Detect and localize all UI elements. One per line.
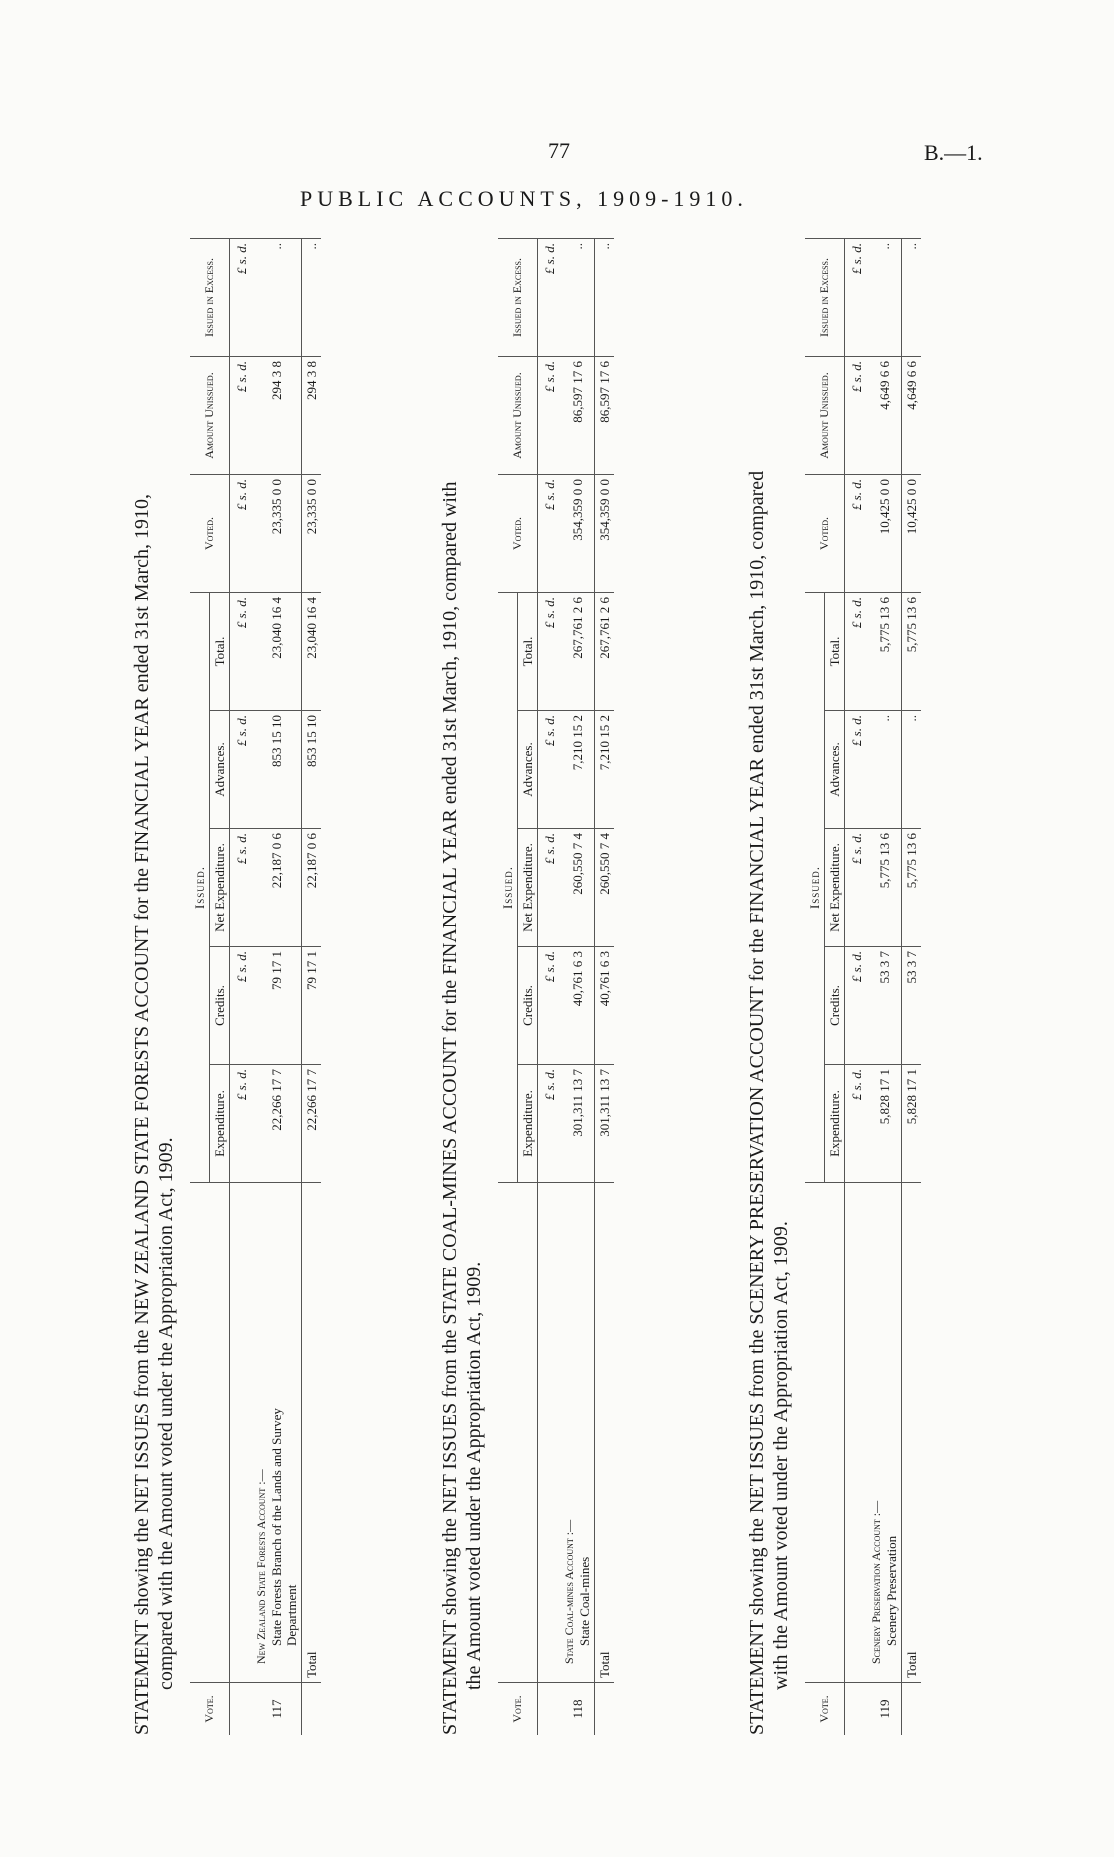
unit-pound: £ — [848, 1093, 864, 1101]
units-label — [845, 1065, 868, 1183]
unit-pence: d. — [541, 479, 557, 489]
total-expenditure: 5,828 17 1 — [902, 1065, 922, 1183]
unit-pence: d. — [233, 715, 249, 725]
header-expenditure: Expenditure. — [825, 1065, 845, 1183]
unit-shilling: s. — [848, 846, 864, 855]
statement-heading — [745, 255, 793, 1735]
cell-advances: 7,210 15 2 — [560, 711, 595, 829]
cell-total: 23,040 16 4 — [252, 593, 302, 711]
header-amount-unissued: Amount Unissued. — [498, 357, 538, 475]
header-vote: Vote. — [498, 1683, 538, 1736]
unit-shilling: s. — [848, 728, 864, 737]
units-label — [538, 593, 561, 711]
statement-heading — [130, 255, 178, 1735]
total-advances: 853 15 10 — [302, 711, 322, 829]
total-issued-in-excess: .. — [595, 239, 615, 357]
account-name: State Coal-mines Account :— — [562, 1519, 576, 1664]
statement-scenery-preservation — [745, 215, 1005, 1735]
total-voted: 354,359 0 0 — [595, 475, 615, 593]
unit-shilling: s. — [233, 256, 249, 265]
units-label — [845, 357, 868, 475]
header-total: Total. — [518, 593, 538, 711]
unit-pound: £ — [233, 621, 249, 629]
header-vote: Vote. — [805, 1683, 845, 1736]
cell-total: 5,775 13 6 — [867, 593, 902, 711]
total-amount-unissued: 4,649 6 6 — [902, 357, 922, 475]
unit-pound: £ — [848, 503, 864, 511]
units-label — [230, 475, 253, 593]
header-expenditure: Expenditure. — [518, 1065, 538, 1183]
table-row — [867, 239, 902, 1736]
total-total: 23,040 16 4 — [302, 593, 322, 711]
unit-shilling: s. — [848, 256, 864, 265]
unit-pence: d. — [848, 715, 864, 725]
cell-voted: 354,359 0 0 — [560, 475, 595, 593]
total-label: Total — [902, 1183, 922, 1683]
unit-pence: d. — [848, 1069, 864, 1079]
total-credits: 40,761 6 3 — [595, 947, 615, 1065]
unit-shilling: s. — [848, 1082, 864, 1091]
unit-pound: £ — [233, 857, 249, 865]
units-label — [538, 357, 561, 475]
header-issued: Issued. — [190, 593, 210, 1183]
item-description — [252, 1183, 302, 1683]
table-row — [252, 239, 302, 1736]
unit-pound: £ — [541, 739, 557, 747]
header-issued-in-excess: Issued in Excess. — [498, 239, 538, 357]
page-number: 77 — [548, 138, 570, 163]
header-issued-in-excess: Issued in Excess. — [190, 239, 230, 357]
header-description — [805, 1183, 845, 1683]
table-row — [560, 239, 595, 1736]
units-label — [230, 829, 253, 947]
header-issued-in-excess: Issued in Excess. — [805, 239, 845, 357]
statement-table — [498, 238, 614, 1735]
cell-issued-in-excess: .. — [252, 239, 302, 357]
units-label — [538, 1065, 561, 1183]
unit-shilling: s. — [541, 964, 557, 973]
unit-pence: d. — [233, 479, 249, 489]
units-label — [845, 711, 868, 829]
header-voted: Voted. — [190, 475, 230, 593]
statement-heading-line1: STATEMENT showing the NET ISSUES from the NEW ZEALAND STATE FORESTS ACCOUNT for the FINANCIAL YEAR ended 31st March, 1910, — [131, 494, 153, 1735]
total-advances: 7,210 15 2 — [595, 711, 615, 829]
cell-expenditure: 5,828 17 1 — [867, 1065, 902, 1183]
units-label — [230, 593, 253, 711]
unit-pence: d. — [848, 597, 864, 607]
statement-table — [805, 238, 921, 1735]
unit-pence: d. — [848, 243, 864, 253]
vote-number: 118 — [560, 1683, 595, 1736]
header-total: Total. — [210, 593, 230, 711]
unit-shilling: s. — [848, 610, 864, 619]
unit-pound: £ — [541, 857, 557, 865]
unit-pound: £ — [541, 1093, 557, 1101]
unit-pound: £ — [541, 267, 557, 275]
cell-issued-in-excess: .. — [867, 239, 902, 357]
total-voted: 10,425 0 0 — [902, 475, 922, 593]
units-label — [845, 475, 868, 593]
unit-pence: d. — [233, 243, 249, 253]
statement-state-forests — [130, 215, 390, 1735]
unit-shilling: s. — [233, 728, 249, 737]
unit-pound: £ — [541, 621, 557, 629]
statement-heading-line1: STATEMENT showing the NET ISSUES from the SCENERY PRESERVATION ACCOUNT for the FINANCIAL YEAR ended 31st March, 1910, compared — [746, 470, 768, 1735]
unit-pound: £ — [233, 503, 249, 511]
total-advances: .. — [902, 711, 922, 829]
total-net-expenditure: 260,550 7 4 — [595, 829, 615, 947]
unit-pence: d. — [233, 1069, 249, 1079]
unit-pence: d. — [541, 951, 557, 961]
unit-shilling: s. — [233, 1082, 249, 1091]
item-description — [560, 1183, 595, 1683]
statement-heading-line2: with the Amount voted under the Appropriation Act, 1909. — [770, 1221, 792, 1690]
total-issued-in-excess: .. — [902, 239, 922, 357]
cell-advances: 853 15 10 — [252, 711, 302, 829]
item-line1: Scenery Preservation — [884, 1535, 899, 1646]
units-label — [230, 947, 253, 1065]
total-amount-unissued: 86,597 17 6 — [595, 357, 615, 475]
total-label: Total — [302, 1183, 322, 1683]
unit-shilling: s. — [848, 374, 864, 383]
unit-pound: £ — [848, 267, 864, 275]
header-amount-unissued: Amount Unissued. — [805, 357, 845, 475]
cell-amount-unissued: 294 3 8 — [252, 357, 302, 475]
cell-amount-unissued: 86,597 17 6 — [560, 357, 595, 475]
cell-net-expenditure: 22,187 0 6 — [252, 829, 302, 947]
account-name: Scenery Preservation Account :— — [869, 1500, 883, 1664]
statement-table — [190, 238, 321, 1735]
header-net-expenditure: Net Expenditure. — [210, 829, 230, 947]
header-credits: Credits. — [210, 947, 230, 1065]
unit-shilling: s. — [541, 610, 557, 619]
units-row — [845, 239, 868, 1736]
unit-pence: d. — [541, 1069, 557, 1079]
header-issued: Issued. — [498, 593, 518, 1183]
header-net-expenditure: Net Expenditure. — [825, 829, 845, 947]
unit-pound: £ — [848, 621, 864, 629]
statement-heading-line1: STATEMENT showing the NET ISSUES from the STATE COAL-MINES ACCOUNT for the FINANCIAL YEAR ended 31st March, 1910, compared with — [439, 481, 461, 1735]
cell-advances: .. — [867, 711, 902, 829]
total-net-expenditure: 22,187 0 6 — [302, 829, 322, 947]
unit-shilling: s. — [541, 1082, 557, 1091]
header-description — [498, 1183, 538, 1683]
unit-pence: d. — [233, 597, 249, 607]
unit-shilling: s. — [848, 964, 864, 973]
unit-pound: £ — [233, 267, 249, 275]
statement-heading — [438, 255, 486, 1735]
unit-pence: d. — [541, 361, 557, 371]
unit-shilling: s. — [848, 492, 864, 501]
total-row — [302, 239, 322, 1736]
unit-pence: d. — [848, 951, 864, 961]
unit-pound: £ — [541, 975, 557, 983]
total-expenditure: 22,266 17 7 — [302, 1065, 322, 1183]
units-row — [230, 239, 253, 1736]
header-advances: Advances. — [210, 711, 230, 829]
units-label — [845, 593, 868, 711]
units-label — [230, 357, 253, 475]
cell-credits: 79 17 1 — [252, 947, 302, 1065]
unit-pence: d. — [848, 479, 864, 489]
total-total: 5,775 13 6 — [902, 593, 922, 711]
unit-pound: £ — [233, 975, 249, 983]
item-description — [867, 1183, 902, 1683]
header-net-expenditure: Net Expenditure. — [518, 829, 538, 947]
unit-pound: £ — [233, 385, 249, 393]
total-expenditure: 301,311 13 7 — [595, 1065, 615, 1183]
header-total: Total. — [825, 593, 845, 711]
cell-expenditure: 301,311 13 7 — [560, 1065, 595, 1183]
header-advances: Advances. — [825, 711, 845, 829]
header-description — [190, 1183, 230, 1683]
total-total: 267,761 2 6 — [595, 593, 615, 711]
unit-shilling: s. — [233, 610, 249, 619]
total-row — [595, 239, 615, 1736]
units-label — [845, 239, 868, 357]
unit-pence: d. — [541, 243, 557, 253]
unit-pound: £ — [848, 975, 864, 983]
cell-net-expenditure: 260,550 7 4 — [560, 829, 595, 947]
cell-credits: 40,761 6 3 — [560, 947, 595, 1065]
units-label — [845, 829, 868, 947]
header-advances: Advances. — [518, 711, 538, 829]
item-line1: State Forests Branch of the Lands and Survey — [269, 1408, 284, 1646]
cell-total: 267,761 2 6 — [560, 593, 595, 711]
unit-shilling: s. — [233, 374, 249, 383]
unit-shilling: s. — [233, 846, 249, 855]
cell-issued-in-excess: .. — [560, 239, 595, 357]
units-label — [538, 947, 561, 1065]
statement-state-coal-mines — [438, 215, 698, 1735]
unit-pence: d. — [233, 833, 249, 843]
statement-heading-line2: compared with the Amount voted under the Appropriation Act, 1909. — [155, 1137, 177, 1690]
cell-expenditure: 22,266 17 7 — [252, 1065, 302, 1183]
unit-pound: £ — [233, 739, 249, 747]
header-credits: Credits. — [825, 947, 845, 1065]
unit-shilling: s. — [233, 964, 249, 973]
unit-pence: d. — [541, 597, 557, 607]
unit-pound: £ — [848, 739, 864, 747]
unit-shilling: s. — [541, 492, 557, 501]
header-voted: Voted. — [498, 475, 538, 593]
cell-voted: 10,425 0 0 — [867, 475, 902, 593]
account-name: New Zealand State Forests Account :— — [254, 1469, 268, 1664]
total-label: Total — [595, 1183, 615, 1683]
header-voted: Voted. — [805, 475, 845, 593]
total-amount-unissued: 294 3 8 — [302, 357, 322, 475]
total-credits: 53 3 7 — [902, 947, 922, 1065]
cell-credits: 53 3 7 — [867, 947, 902, 1065]
vote-number: 119 — [867, 1683, 902, 1736]
units-label — [538, 475, 561, 593]
total-row — [902, 239, 922, 1736]
units-label — [538, 711, 561, 829]
unit-pence: d. — [848, 361, 864, 371]
unit-pound: £ — [541, 503, 557, 511]
item-line2: Department — [284, 1584, 299, 1646]
units-label — [845, 947, 868, 1065]
cell-amount-unissued: 4,649 6 6 — [867, 357, 902, 475]
unit-shilling: s. — [541, 374, 557, 383]
unit-pound: £ — [848, 857, 864, 865]
total-credits: 79 17 1 — [302, 947, 322, 1065]
header-vote: Vote. — [190, 1683, 230, 1736]
units-label — [230, 1065, 253, 1183]
unit-shilling: s. — [541, 728, 557, 737]
item-line1: State Coal-mines — [577, 1556, 592, 1646]
units-row — [538, 239, 561, 1736]
page-title: PUBLIC ACCOUNTS, 1909-1910. — [300, 186, 748, 211]
total-voted: 23,335 0 0 — [302, 475, 322, 593]
header-amount-unissued: Amount Unissued. — [190, 357, 230, 475]
unit-pound: £ — [848, 385, 864, 393]
unit-shilling: s. — [541, 846, 557, 855]
units-label — [538, 829, 561, 947]
cell-net-expenditure: 5,775 13 6 — [867, 829, 902, 947]
unit-pence: d. — [848, 833, 864, 843]
units-label — [538, 239, 561, 357]
total-net-expenditure: 5,775 13 6 — [902, 829, 922, 947]
header-issued: Issued. — [805, 593, 825, 1183]
unit-pound: £ — [541, 385, 557, 393]
unit-pence: d. — [233, 951, 249, 961]
unit-pence: d. — [541, 833, 557, 843]
statement-heading-line2: the Amount voted under the Appropriation Act, 1909. — [463, 1261, 485, 1690]
unit-shilling: s. — [541, 256, 557, 265]
unit-shilling: s. — [233, 492, 249, 501]
units-label — [230, 239, 253, 357]
document-code: B.—1. — [924, 140, 983, 165]
units-label — [230, 711, 253, 829]
total-issued-in-excess: .. — [302, 239, 322, 357]
header-credits: Credits. — [518, 947, 538, 1065]
vote-number: 117 — [252, 1683, 302, 1736]
cell-voted: 23,335 0 0 — [252, 475, 302, 593]
unit-pence: d. — [233, 361, 249, 371]
header-expenditure: Expenditure. — [210, 1065, 230, 1183]
unit-pound: £ — [233, 1093, 249, 1101]
unit-pence: d. — [541, 715, 557, 725]
